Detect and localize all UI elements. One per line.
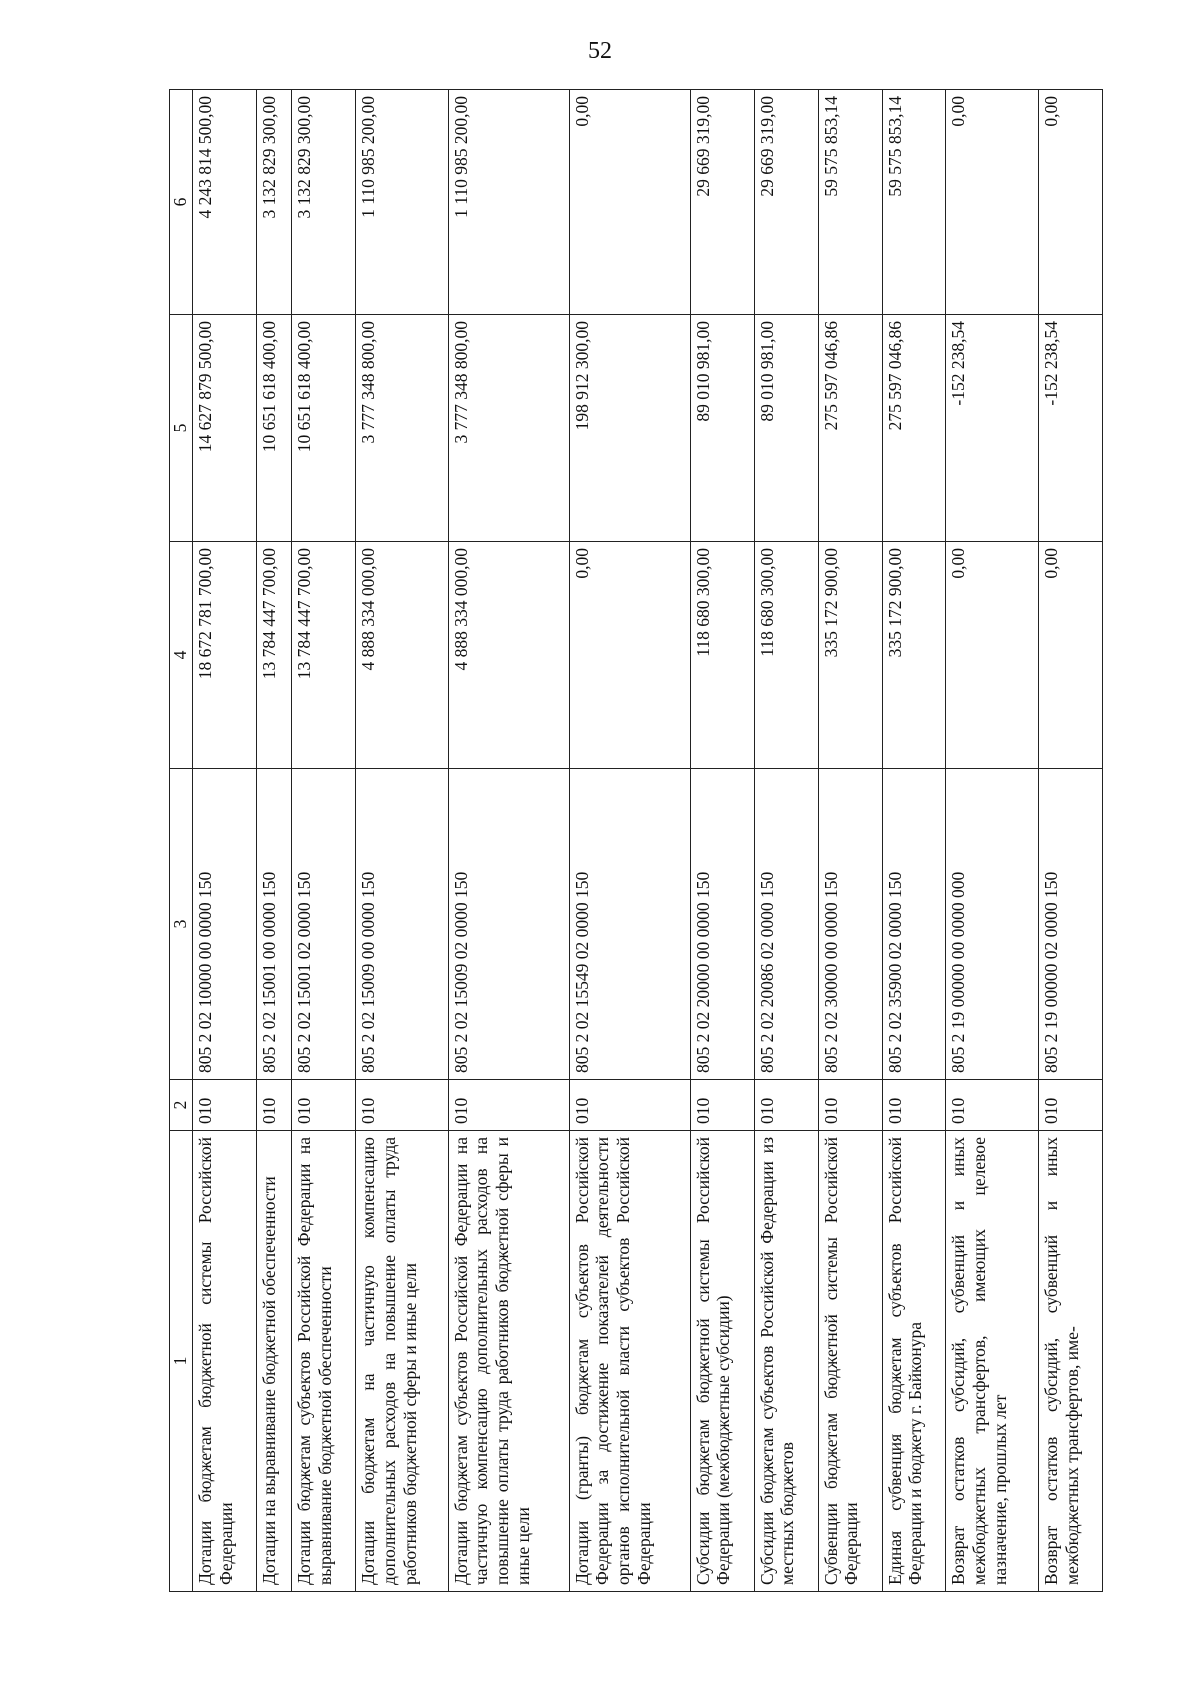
row-value-6: 3 132 829 300,00 xyxy=(292,90,356,315)
row-value-5: 198 912 300,00 xyxy=(569,315,690,542)
column-header: 4 xyxy=(170,542,193,769)
budget-table xyxy=(169,89,1103,1592)
row-value-4: 118 680 300,00 xyxy=(754,542,818,769)
row-budget-code: 805 2 02 15009 00 0000 150 xyxy=(356,769,448,1080)
row-value-6: 59 575 853,14 xyxy=(818,90,882,315)
row-code: 010 xyxy=(256,1080,291,1131)
table-header-row xyxy=(170,90,193,1592)
row-description: Дотации бюджетам бюджетной системы Российской Федерации xyxy=(193,1131,257,1592)
page-number: 52 xyxy=(588,38,612,64)
row-description: Субсидии бюджетам субъектов Российской Федерации из местных бюджетов xyxy=(754,1131,818,1592)
row-value-4: 4 888 334 000,00 xyxy=(356,542,448,769)
row-budget-code: 805 2 19 00000 02 0000 150 xyxy=(1038,769,1102,1080)
row-value-4: 118 680 300,00 xyxy=(690,542,754,769)
table-row xyxy=(292,90,356,1592)
row-code: 010 xyxy=(946,1080,1038,1131)
table-row xyxy=(569,90,690,1592)
table-row xyxy=(1038,90,1102,1592)
row-value-6: 1 110 985 200,00 xyxy=(356,90,448,315)
column-header: 1 xyxy=(170,1131,193,1592)
table-row xyxy=(256,90,291,1592)
table-row xyxy=(193,90,257,1592)
row-value-5: -152 238,54 xyxy=(946,315,1038,542)
row-value-6: 59 575 853,14 xyxy=(882,90,946,315)
row-budget-code: 805 2 19 00000 00 0000 000 xyxy=(946,769,1038,1080)
row-code: 010 xyxy=(690,1080,754,1131)
table-row xyxy=(946,90,1038,1592)
row-code: 010 xyxy=(193,1080,257,1131)
row-value-4: 0,00 xyxy=(1038,542,1102,769)
row-code: 010 xyxy=(882,1080,946,1131)
row-value-6: 1 110 985 200,00 xyxy=(448,90,569,315)
row-budget-code: 805 2 02 15549 02 0000 150 xyxy=(569,769,690,1080)
row-code: 010 xyxy=(754,1080,818,1131)
row-value-4: 335 172 900,00 xyxy=(882,542,946,769)
row-description: Дотации бюджетам субъектов Российской Федерации на выравнивание бюджетной обеспеченности xyxy=(292,1131,356,1592)
rotated-table-wrapper xyxy=(169,96,1103,1592)
row-value-5: 10 651 618 400,00 xyxy=(256,315,291,542)
row-description: Субсидии бюджетам бюджетной системы Российской Федерации (межбюджетные субсидии) xyxy=(690,1131,754,1592)
row-description: Дотации (гранты) бюджетам субъектов Российской Федерации за достижение показателей деятельности органов исполнительной власти субъектов Российской Федерации xyxy=(569,1131,690,1592)
row-value-4: 18 672 781 700,00 xyxy=(193,542,257,769)
row-value-5: 275 597 046,86 xyxy=(882,315,946,542)
row-budget-code: 805 2 02 10000 00 0000 150 xyxy=(193,769,257,1080)
row-value-5: 3 777 348 800,00 xyxy=(448,315,569,542)
row-value-4: 13 784 447 700,00 xyxy=(256,542,291,769)
row-budget-code: 805 2 02 15001 00 0000 150 xyxy=(256,769,291,1080)
row-code: 010 xyxy=(569,1080,690,1131)
row-description: Субвенции бюджетам бюджетной системы Российской Федерации xyxy=(818,1131,882,1592)
row-value-6: 0,00 xyxy=(569,90,690,315)
row-code: 010 xyxy=(818,1080,882,1131)
table-row xyxy=(690,90,754,1592)
row-budget-code: 805 2 02 15001 02 0000 150 xyxy=(292,769,356,1080)
row-value-5: 275 597 046,86 xyxy=(818,315,882,542)
row-value-4: 13 784 447 700,00 xyxy=(292,542,356,769)
row-value-6: 3 132 829 300,00 xyxy=(256,90,291,315)
row-description: Возврат остатков субсидий, субвенций и иных межбюджетных трансфертов, име- xyxy=(1038,1131,1102,1592)
table-row xyxy=(356,90,448,1592)
row-budget-code: 805 2 02 35900 02 0000 150 xyxy=(882,769,946,1080)
row-value-5: -152 238,54 xyxy=(1038,315,1102,542)
row-description: Дотации на выравнивание бюджетной обеспеченности xyxy=(256,1131,291,1592)
row-value-6: 0,00 xyxy=(1038,90,1102,315)
row-value-6: 0,00 xyxy=(946,90,1038,315)
row-description: Возврат остатков субсидий, субвенций и иных межбюджетных трансфертов, имеющих целевое назначение, прошлых лет xyxy=(946,1131,1038,1592)
row-value-6: 29 669 319,00 xyxy=(690,90,754,315)
row-code: 010 xyxy=(1038,1080,1102,1131)
row-description: Дотации бюджетам субъектов Российской Федерации на частичную компенсацию дополнительных расходов на повышение оплаты труда работников бюджетной сферы и иные цели xyxy=(448,1131,569,1592)
row-budget-code: 805 2 02 30000 00 0000 150 xyxy=(818,769,882,1080)
row-value-6: 29 669 319,00 xyxy=(754,90,818,315)
column-header: 5 xyxy=(170,315,193,542)
row-value-6: 4 243 814 500,00 xyxy=(193,90,257,315)
row-value-4: 0,00 xyxy=(946,542,1038,769)
row-code: 010 xyxy=(356,1080,448,1131)
row-budget-code: 805 2 02 20000 00 0000 150 xyxy=(690,769,754,1080)
row-description: Единая субвенция бюджетам субъектов Российской Федерации и бюджету г. Байконура xyxy=(882,1131,946,1592)
column-header: 3 xyxy=(170,769,193,1080)
table-row xyxy=(754,90,818,1592)
row-budget-code: 805 2 02 15009 02 0000 150 xyxy=(448,769,569,1080)
column-header: 6 xyxy=(170,90,193,315)
row-value-5: 3 777 348 800,00 xyxy=(356,315,448,542)
row-code: 010 xyxy=(292,1080,356,1131)
row-value-5: 89 010 981,00 xyxy=(754,315,818,542)
column-header: 2 xyxy=(170,1080,193,1131)
row-code: 010 xyxy=(448,1080,569,1131)
table-row xyxy=(448,90,569,1592)
row-value-5: 89 010 981,00 xyxy=(690,315,754,542)
row-description: Дотации бюджетам на частичную компенсацию дополнительных расходов на повышение оплаты труда работников бюджетной сферы и иные цели xyxy=(356,1131,448,1592)
table-row xyxy=(818,90,882,1592)
row-value-4: 0,00 xyxy=(569,542,690,769)
row-budget-code: 805 2 02 20086 02 0000 150 xyxy=(754,769,818,1080)
row-value-5: 10 651 618 400,00 xyxy=(292,315,356,542)
table-row xyxy=(882,90,946,1592)
row-value-4: 4 888 334 000,00 xyxy=(448,542,569,769)
row-value-4: 335 172 900,00 xyxy=(818,542,882,769)
row-value-5: 14 627 879 500,00 xyxy=(193,315,257,542)
